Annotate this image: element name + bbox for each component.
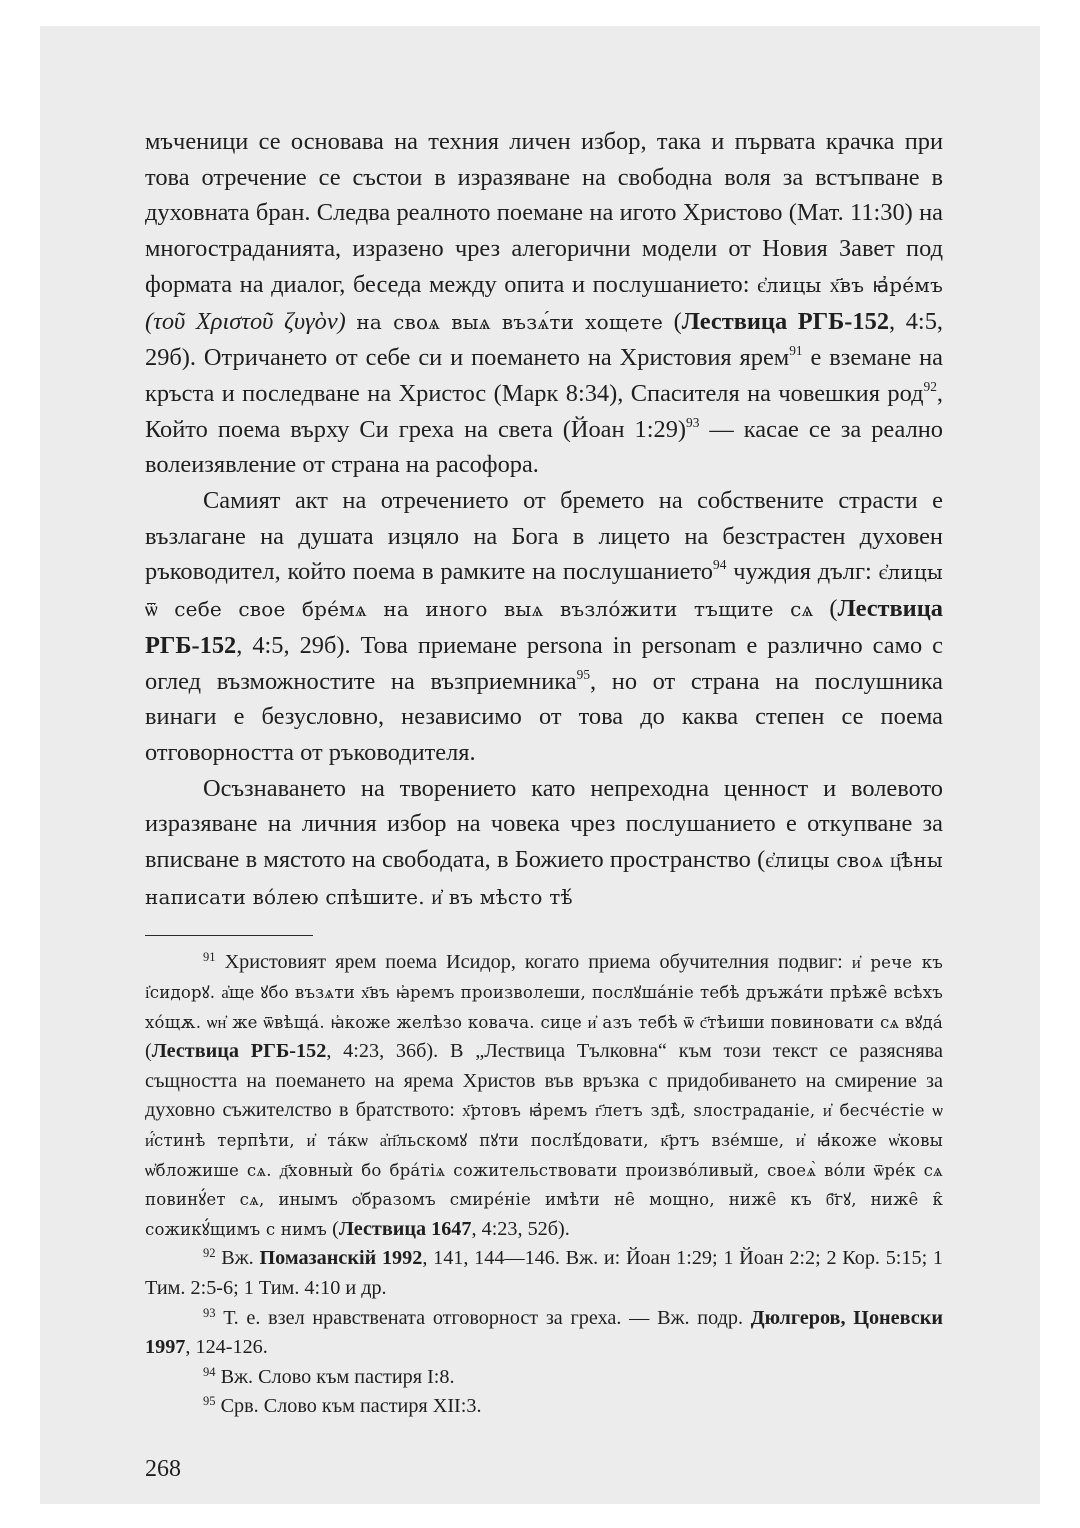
text-run: , 141, 144—146. Вж. и: Йоан 1:29; 1 Йоан 2:2; 2 Кор. 5:15; 1 Тим. 2:5-6; 1 Тим. 4:10 и др. bbox=[145, 1247, 944, 1299]
text-run: , 124-126. bbox=[185, 1336, 268, 1359]
text-run: Срв. Слово към пастиря XII:3. bbox=[220, 1395, 482, 1418]
church-slavonic-quote: х҃ртовъ ꙗ҆ремъ г҃летъ здѣ̀, ѕлостраданіе, и҆ бесче́стіе ѡ и҆́стинѣ терпѣти, и҆ та́кѡ а҆п҃льскомꙋ пꙋти послѣ́довати, к҃ртъ взе́мше, и҆ ꙗ҆́коже ѡ҆ковы ѡ҆бложише сѧ. д҃ховныѝ бо бра́тіѧ сожительствовати произво́ливый, своеѧ̀ во́ли ѿре́к сѧ повинꙋ́ет сѧ, инымъ ѻ҆бразомъ смире́ніе имѣти не̑ мощно, ниже̑ къ б҃гꙋ, ниже̑ к̑ сожикꙋ́щимъ с нимъ bbox=[145, 1101, 944, 1239]
footnote bbox=[145, 948, 943, 1244]
footnote-number: 95 bbox=[203, 1394, 216, 1409]
text-run: — касае се за реално волеизявление от страна на расофора. bbox=[145, 415, 943, 479]
church-slavonic-quote: є҆лицы ѿ себе свое бре́мѧ на иного выѧ възло́жити тъщите сѧ bbox=[145, 560, 943, 622]
source-citation: Лествица 1647 bbox=[338, 1217, 472, 1240]
text-run: ( bbox=[145, 1040, 152, 1063]
text-run: Т. е. взел нравствената отговорност за греха. — Вж. подр. bbox=[223, 1306, 751, 1329]
page-number: 268 bbox=[145, 1456, 181, 1482]
source-citation: Лествица РГБ-152 bbox=[151, 1040, 327, 1063]
paragraph bbox=[145, 771, 943, 916]
text-run: ( bbox=[673, 307, 682, 335]
footnote-ref: 91 bbox=[789, 343, 803, 359]
main-text bbox=[145, 124, 943, 915]
church-slavonic-quote: на своѧ выѧ възѧ́ти хощете bbox=[356, 309, 664, 334]
text-run: Вж. Слово към пастиря I:8. bbox=[220, 1365, 455, 1388]
source-citation: Лествица РГБ-152 bbox=[681, 307, 890, 335]
footnote bbox=[145, 1392, 943, 1422]
paragraph bbox=[145, 124, 943, 483]
text-run: е вземане на кръста и последване на Христос (Марк 8:34), Спасителя на човешкия род bbox=[145, 344, 943, 407]
footnotes bbox=[145, 948, 943, 1422]
footnote bbox=[145, 1304, 943, 1363]
text-run: , 4:23, 52б). bbox=[471, 1217, 570, 1240]
church-slavonic-quote: є҆лицы х҃въ ꙗ҆ре́мъ bbox=[757, 272, 943, 297]
footnote-ref: 92 bbox=[923, 378, 937, 394]
footnote-number: 92 bbox=[203, 1246, 216, 1261]
text-run: чуждия дълг: bbox=[726, 558, 879, 586]
source-citation: Помазанскій 1992 bbox=[259, 1247, 423, 1270]
greek-quote: (τοῦ Χριστοῦ ζυγὸν) bbox=[145, 307, 346, 335]
footnote bbox=[145, 1363, 943, 1393]
text-run: ( bbox=[813, 595, 838, 623]
footnote-ref: 95 bbox=[576, 666, 591, 682]
footnote-ref: 94 bbox=[712, 557, 727, 573]
church-slavonic-quote: и҆ рече къ і҆сидорꙋ. а҆ще ꙋбо възѧти х҃въ ꙗ҆ремъ произволеши, послꙋша́ніе тебѣ дръжа́ти прѣже̑ всѣхъ хо́щѫ. ѡн҆ же ѿвѣща́. ꙗ҆коже желѣзо ковача. сице и҆ азъ тебѣ ѿ с҃тѣиши повиновати сѧ вꙋда́ bbox=[145, 953, 943, 1032]
footnote-number: 91 bbox=[203, 950, 216, 965]
text-run: , 4:5, 29б). Това приемане persona in personam е различно само с оглед възможностите на възприемника bbox=[145, 631, 943, 695]
footnote-number: 93 bbox=[203, 1305, 216, 1320]
page-content bbox=[145, 124, 943, 1422]
text-run: Вж. bbox=[221, 1247, 260, 1270]
footnote bbox=[145, 1244, 943, 1303]
church-slavonic-quote: є҆лицы своѧ ц҃ѣны написати во́лею спѣшите. и҆ въ мѣсто тѣ́ bbox=[145, 848, 943, 909]
source-citation: Лествица РГБ-152 bbox=[145, 595, 943, 659]
footnote-ref: 93 bbox=[686, 414, 700, 430]
footnote-number: 94 bbox=[203, 1364, 216, 1379]
text-run: , 4:23, 36б). В „Лествица Тълковна“ към този текст се разяснява същността на поемането на ярема Христов във връзка с придобиването на смирение за духовно съжителство в братството: bbox=[145, 1040, 943, 1122]
text-run: Христовият ярем поема Исидор, когато приема обучителния подвиг: bbox=[224, 951, 852, 974]
text-run: Осъзнаването на творението като непреходна ценност и волевото изразяване на личния избор на човека чрез послушанието е откупване за вписване в мястото на свободата, в Божието пространство ( bbox=[145, 774, 943, 874]
text-run: , но от страна на послушника винаги е безусловно, независимо от това до каква степен се поема отговорността от ръководителя. bbox=[145, 667, 943, 766]
text-run: мъченици се основава на техния личен избор, така и първата крачка при това отречение се състои в изразяване на свободна воля за встъпване в духовната бран. Следва реалното поемане на игото Христово (Мат. 11:30) на многостраданията, изразено чрез алегорични модели от Новия Завет под формата на диалог, беседа между опита и послушанието: bbox=[145, 128, 943, 298]
text-run: Самият акт на отречението от бремето на собствените страсти е възлагане на душата изцяло на Бога в лицето на безстрастен духовен ръководител, който поема в рамките на послушанието bbox=[145, 487, 943, 586]
paragraph bbox=[145, 483, 943, 771]
text-run: ( bbox=[327, 1217, 339, 1240]
footnote-separator bbox=[145, 935, 313, 936]
text-run: , Който поема върху Си греха на света (Йоан 1:29) bbox=[145, 379, 943, 443]
text-run: , 4:5, 29б). Отричането от себе си и поемането на Христовия ярем bbox=[145, 307, 943, 372]
source-citation: Дюлгеров, Цоневски 1997 bbox=[145, 1306, 943, 1359]
